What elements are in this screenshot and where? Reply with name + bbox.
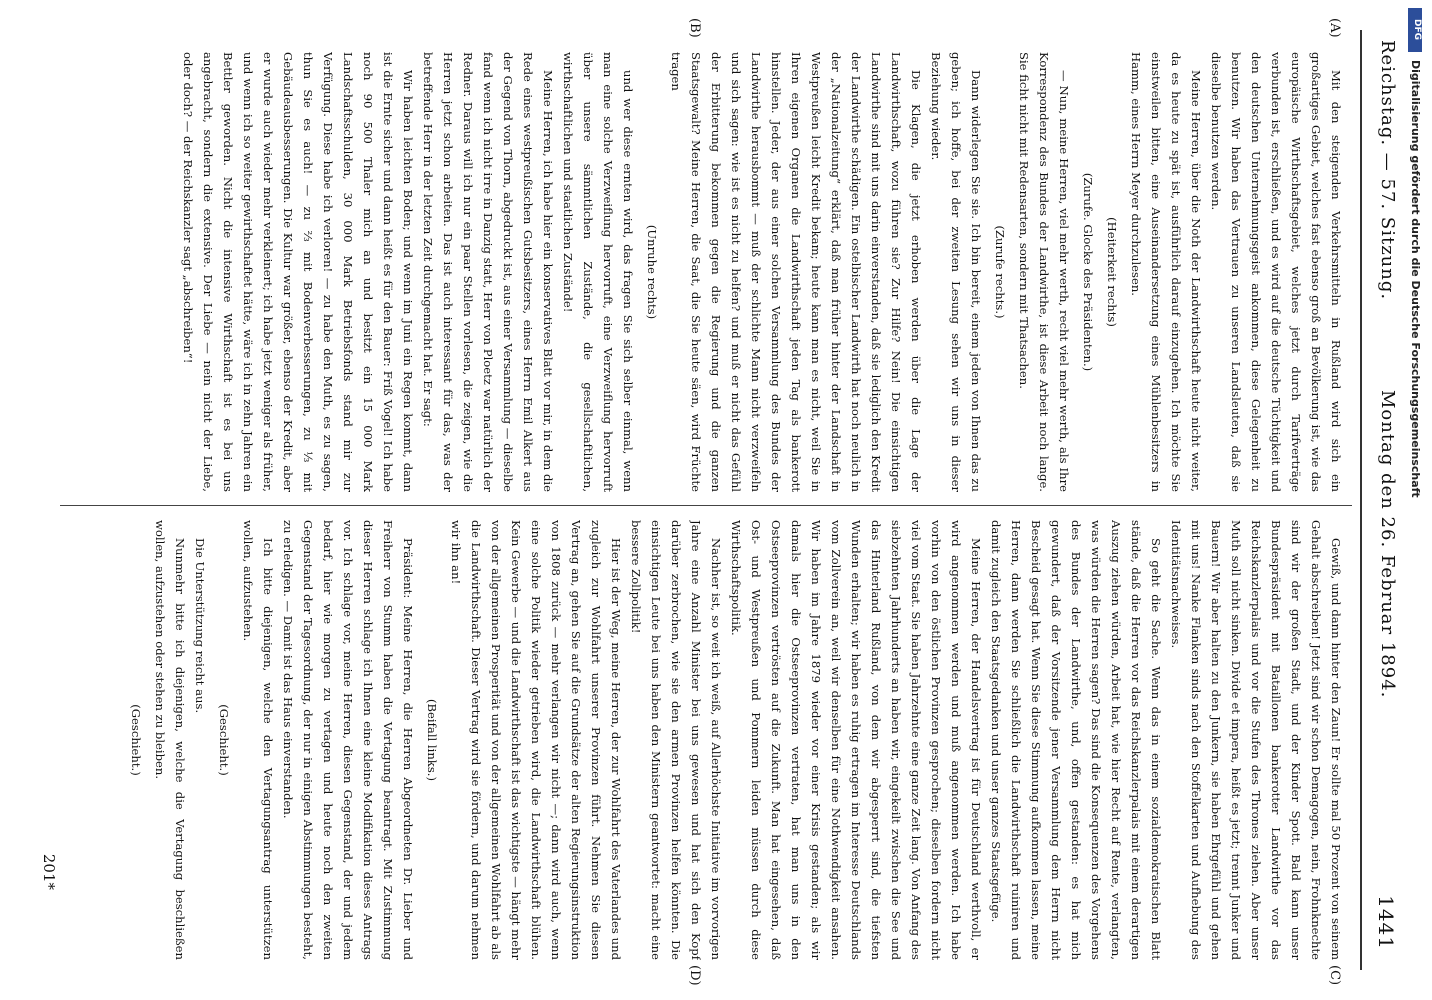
paragraph: — Nun, meine Herren, viel mehr werth, recht viel mehr werth, als Ihre Korrespondenz des Bundes der Landwirthe, ist diese Arbeit noch lange. Sie ficht nicht mit Redensarten, sondern mit Thatsachen. xyxy=(1017,52,1071,492)
right-column xyxy=(70,520,1346,960)
paragraph: Meine Herren, ich habe hier ein konservatives Blatt vor mir, in dem die Rede eines westpreußischen Gutsbesitzers, eines Herrn Emil Alkert aus der Gegend von Thorn, abgedruckt ist, aus einer Versammlung — dieselbe fand wenn ich nicht irre in Danzig statt, Herr von Ploetz war natürlich der Redner. Daraus will ich nur ein paar Stellen vorlesen, die zeigen, wie die Herren jetzt schon arbeiten. Das ist auch interessant für das, was der betreffende Herr in der letzten Zeit durchgemacht hat. Er sagt: xyxy=(421,52,555,492)
stage-direction: (Unruhe rechts) xyxy=(645,224,659,320)
page-number: 1441 xyxy=(1374,895,1398,950)
paragraph: Meine Herren, über die Noth der Landwirthschaft heute nicht weiter, da es heute zu spät ist, ausführlich darauf einzugehen. Ich möchte Sie einstweilen bitten, eine Auseinandersetzung eines Mühlenbesitzers in Hamm, eines Herrn Meyer durchzulesen. xyxy=(1129,52,1203,492)
header-center: Montag den 26. Februar 1894. xyxy=(1377,390,1398,699)
header-rule xyxy=(1360,30,1362,970)
stage-direction: (Zurufe rechts.) xyxy=(993,225,1007,319)
stage-direction: (Beifall links.) xyxy=(425,699,439,781)
paragraph: Präsident: Meine Herren, die Herren Abgeordneten Dr. Lieber und Freiherr von Stumm haben die Vertagung beantragt. Mit Zustimmung dieser Herren schlage ich Ihnen eine kleine Modifikation dieses Antrags vor. Ich schlage vor, meine Herren, diesen Gegenstand, der und jedem bedarf, hier wie morgen zu vertagen und heute noch den zweiten Gegenstand der Tagesordnung, der nur in einigen Abstimmungen besteht, zu erledigen. — Damit ist das Haus einverstanden. xyxy=(281,520,415,960)
digitization-note: Digitalisierung gefördert durch die Deutsche Forschungsgemeinschaft xyxy=(1409,60,1422,498)
stage-direction: (Geschieht.) xyxy=(217,704,231,776)
margin-mark-c: (C) xyxy=(1327,965,1342,986)
paragraph: und wer diese ernten wird, das fragen Sie sich selber einmal, wenn man eine solche Verzweiflung hervorruft, eine Verzweiflung hervorruft über unsere sämmtlichen Zustände, die gesellschaftlichen, wirthschaftlichen und staatlichen Zustände! xyxy=(561,52,635,492)
stage-direction: (Zurufe. Glocke des Präsidenten.) xyxy=(1081,172,1095,372)
paragraph: Die Klagen, die jetzt erhoben werden über die Lage der Landwirthschaft, wozu führen sie? Zur Hilfe? Nein! Die einsichtigen Landwirthe sind mit uns darin einverstanden, daß sie lediglich den Kredit der Landwirthe schädigen. Ein ostelbischer Landwirth hat noch neulich in der „Nationalzeitung“ erklärt, daß man früher hinter der Landschaft in Westpreußen leicht Kredit bekam; heute kann man es nicht, weil Sie in Ihren eigenen Organen die Landwirthschaft jeden Tag als bankerott hinstellen. Jeder, der aus einer solchen Versammlung des Bundes der Landwirthe herausbommt — muß der schlichte Mann nicht verzweifeln und sich sagen: wie ist es nicht zu helfen? und muß er nicht das Gefühl der Erbitterung bekommen gegen die Regierung und die ganzen Staatsgewalt? Meine Herren, die Saat, die Sie heute säen, wird Früchte tragen xyxy=(669,52,923,492)
paragraph: So geht die Sache. Wenn das in einem sozialdemokratischen Blatt stände, daß die Herren vor das Reichskanzlerpalais mit einem derartigen Auszug ziehen würden, Arbeit hat, wie hier Recht auf Rente, verlangten, was würden die Herren sagen? Das sind die Konsequenzen des Vorgehens des Bundes der Landwirthe, und, offen gestanden: es hat mich gewundert, daß der Vorsitzende jener Versammlung dem Herrn nicht Bescheid gesagt hat. Wenn Sie diese Stimmung aufkommen lassen, meine Herren, dann werden Sie schließlich die Landwirthschaft ruiniren und damit zugleich den Staatsgedanken und unser ganzes Staatsgefüge. xyxy=(989,520,1163,960)
paragraph: Meine Herren, der Handelsvertrag ist für Deutschland werthvoll, er wird angenommen werden und muß angenommen werden. Ich habe vorhin von den östlichen Provinzen gesprochen; dieselben fordern nicht viel vom Staat. Sie haben Jahrzehnte eine ganze Zeit lang. Von Anfang des siebzehnten Jahrhunderts an haben wir, eingekeilt zwischen die See und das Hinterland Rußland, von dem wir abgesperrt sind, die tiefsten Wunden erhalten; wir haben es ruhig ertragen im Interesse Deutschlands vom Zollverein an, weil wir denselben für eine Nothwendigkeit ansahen. Wir haben im Jahre 1879 wieder vor einer Krisis gestanden; als wir damals hier die Ostseeprovinzen vertraten, hat man uns in den Ostseeprovinzen vertrösten auf die Zukunft. Man hat eingesehen, daß Ost- und Westpreußen und Pommern leiden müssen durch diese Wirthschaftspolitik. xyxy=(729,520,983,960)
paragraph: Wir haben leichten Boden; und wenn im Juni ein Regen kommt, dann ist die Ernte sicher und dann heißt es für den Bauer: Friß Vogel! Ich habe noch 90 500 Thaler mich an und besitzt ein 15 000 Mark Landschaftsschulden, 30 000 Mark Betriebsfonds stand mir zur Verfügung. Diese habe ich verloren! — zu habe den Muth, es zu sagen, thun Sie es auch! — zu ⅔ mit Bodenverbesserungen, zu ⅓ mit Gebäudeausbesserungen. Die Kultur war größer, ebenso der Kredit, aber er wurde auch wieder mehr verkleinert; ich habe jetzt weniger als früher, und wenn ich so weiter gewirthschaftet hätte, wäre ich in zehn Jahren ein Bettler geworden. Nicht die intensive Wirthschaft ist es bei uns angebracht, sondern die extensive. Der Liebe — nein nicht der Liebe, oder doch? — der Reichskanzler sagt „abschreiben“! xyxy=(181,52,415,492)
signature-mark: 201* xyxy=(40,853,58,890)
dfg-logo: DFG xyxy=(1408,8,1422,52)
paragraph: Dann widerlegen Sie sie. Ich bin bereit, einem jeden von Ihnen das zu geben; ich hoffe, bei der zweiten Lesung sehen wir uns in dieser Beziehung wieder. xyxy=(929,52,983,492)
paragraph: Die Unterstützung reicht aus. xyxy=(193,538,207,714)
paragraph: Mit den steigenden Verkehrsmitteln in Rußland wird sich ein großartiges Gebiet, welches fast ebenso groß an Bevölkerung ist, wie das europäische Wirthschaftsgebiet, welches jetzt durch Tarifverträge verbunden ist, erschließen, und es wird auf die deutsche Tüchtigkeit und den deutschen Unternehmungsgeist ankommen, diese Gelegenheit zu benutzen. Wir haben das Vertrauen zu unseren Landsleuten, daß sie dieselbe benutzen werden. xyxy=(1209,52,1343,492)
margin-mark-d: (D) xyxy=(687,965,702,986)
left-column xyxy=(70,52,1346,492)
column-divider xyxy=(60,505,1352,506)
margin-mark-a: (A) xyxy=(1327,18,1342,38)
margin-mark-b: (B) xyxy=(687,18,702,38)
header-left: Reichstag. — 57. Sitzung. xyxy=(1377,40,1398,301)
paragraph: Ich bitte diejenigen, welche den Vertagungsantrag unterstützen wollen, aufzustehen. xyxy=(241,520,275,960)
stage-direction: (Geschieht.) xyxy=(129,704,143,776)
stage-direction: (Heiterkeit rechts) xyxy=(1105,217,1119,327)
running-head xyxy=(1358,30,1398,970)
paragraph: Gewiß, und dann hinter den Zaun! Er sollte mal 50 Prozent von seinem Gehalt abschreiben! Jetzt sind wir schon Demagogen, nein, Frohnknechte sind wir der großen Stadt, und der Kinder Spott. Bald kann unser Bundespräsident mit Bataillonen bankerotter Landwirthe vor das Reichskanzlerpalais und vor die Stufen des Thrones ziehen. Aber unser Muth soll nicht sinken. Divide et impera, heißt es jetzt; trennt Junker und Bauern! Wir aber halten zu den Junkern, sie haben Ehrgefühl und gehen mit uns! Nanke Flanken sinds nach den Stoffelkarten und Aufhebung des Identitätsnachweises. xyxy=(1169,520,1343,960)
paragraph: Hier ist der Weg, meine Herren, der zur Wohlfahrt des Vaterlandes und zugleich zur Wohlfahrt unserer Provinzen führt. Nehmen Sie diesen Vertrag an, gehen Sie auf die Grundsätze der alten Regierungsinstruktion von 1808 zurück — mehr verlangen wir nicht —; dann wird auch, wenn eine solche Politik wieder getrieben wird, die Landwirthschaft blühen. Kein Gewerbe — und die Landwirthschaft ist das wichtigste — hängt mehr von der allgemeinen Prosperität und von der allgemeinen Wohlfahrt ab als die Landwirthschaft. Dieser Vertrag wird sie fördern, und darum nehmen wir ihn an! xyxy=(449,520,623,960)
paragraph: Nunmehr bitte ich diejenigen, welche die Vertagung beschließen wollen, aufzustehen oder stehen zu bleiben. xyxy=(153,520,187,960)
paragraph: Nachher ist, so weit ich weiß, auf Allerhöchste Initiative im vorvorigen Jahre eine Anzahl Minister bei uns gewesen und hat sich den Kopf darüber zerbrochen, wie sie den armen Provinzen helfen könnten. Die einsichtigen Leute bei uns haben den Ministern geantwortet: macht eine bessere Zollpolitik! xyxy=(629,520,723,960)
